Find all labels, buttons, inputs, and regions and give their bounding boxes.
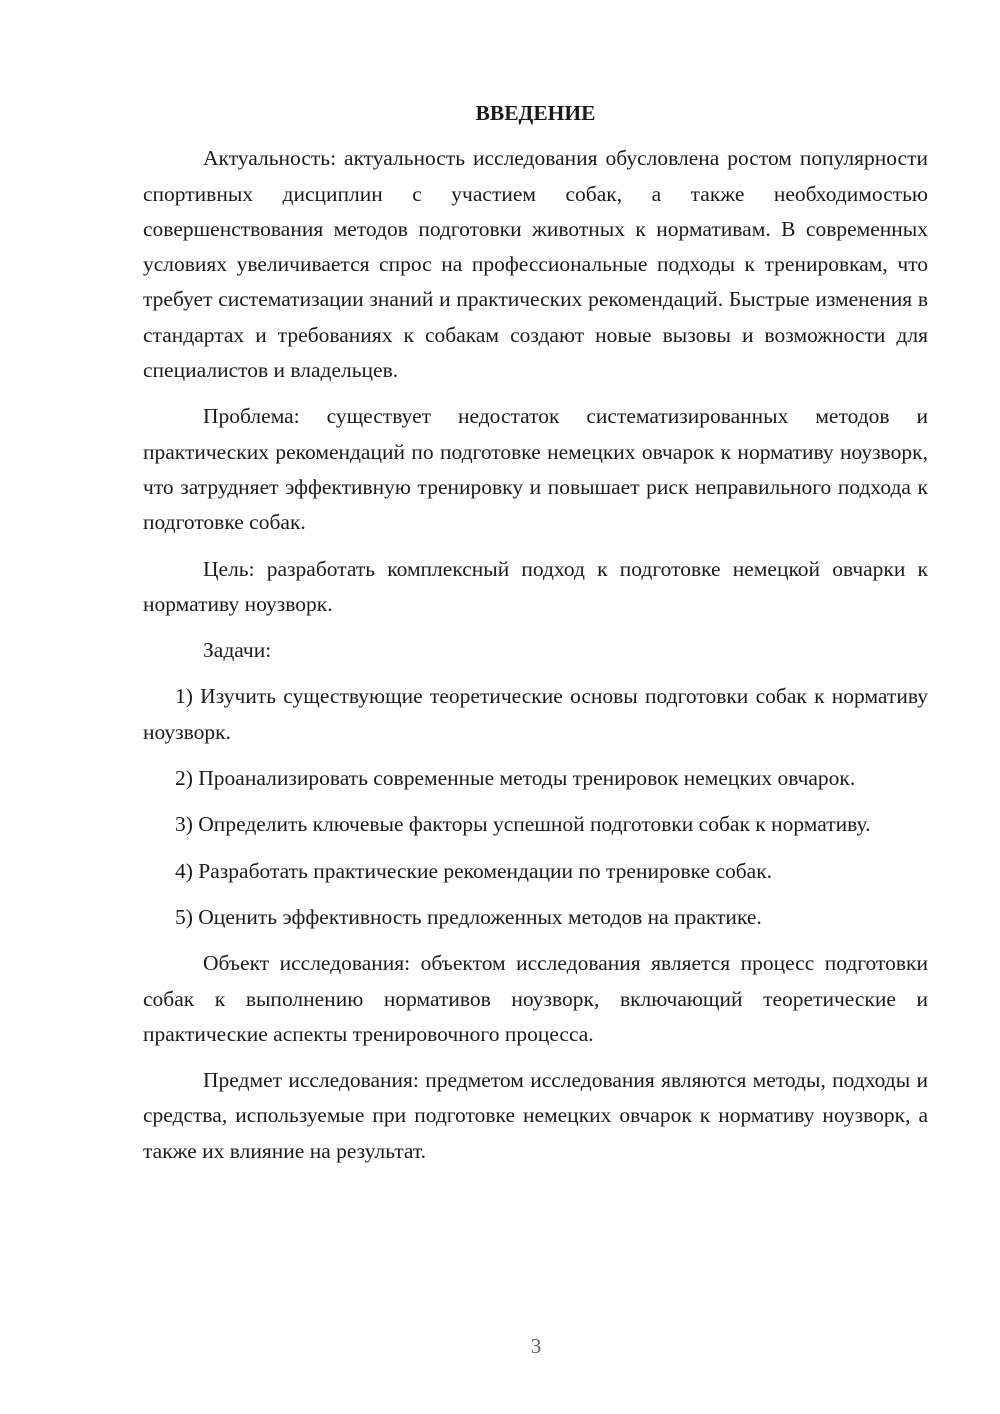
document-page: [143, 96, 928, 1169]
task-item: 4) Разработать практические рекомендации по тренировке собак.: [175, 858, 773, 883]
goal-paragraph: Цель: разработать комплексный подход к подготовке немецкой овчарки к нормативу ноузворк.: [143, 556, 928, 616]
task-item: 3) Определить ключевые факторы успешной подготовки собак к нормативу.: [175, 812, 871, 837]
task-item: 2) Проанализировать современные методы тренировок немецких овчарок.: [175, 766, 856, 791]
subject-paragraph: Предмет исследования: предметом исследования являются методы, подходы и средства, используемые при подготовке немецких овчарок к нормативу ноузворк, а также их влияние на результат.: [143, 1068, 928, 1163]
problem-paragraph: Проблема: существует недостаток систематизированных методов и практических рекомендаций по подготовке немецких овчарок к нормативу ноузворк, что затрудняет эффективную тренировку и повышает риск неправильного подхода к подготовке собак.: [143, 404, 928, 535]
object-paragraph: Объект исследования: объектом исследования является процесс подготовки собак к выполнению нормативов ноузворк, включающий теоретические и практические аспекты тренировочного процесса.: [143, 951, 928, 1046]
relevance-paragraph: Актуальность: актуальность исследования обусловлена ростом популярности спортивных дисциплин с участием собак, а также необходимостью совершенствования методов подготовки животных к нормативам. В современных условиях увеличивается спрос на профессиональные подходы к тренировкам, что требует систематизации знаний и практических рекомендаций. Быстрые изменения в стандартах и требованиях к собакам создают новые вызовы и возможности для специалистов и владельцев.: [143, 146, 928, 383]
task-item: 5) Оценить эффективность предложенных методов на практике.: [175, 904, 762, 929]
tasks-heading: Задачи:: [203, 638, 272, 663]
page-number: 3: [530, 1334, 542, 1358]
page-title: ВВЕДЕНИЕ: [475, 101, 596, 125]
task-item: 1) Изучить существующие теоретические основы подготовки собак к нормативу ноузворк.: [143, 684, 928, 744]
